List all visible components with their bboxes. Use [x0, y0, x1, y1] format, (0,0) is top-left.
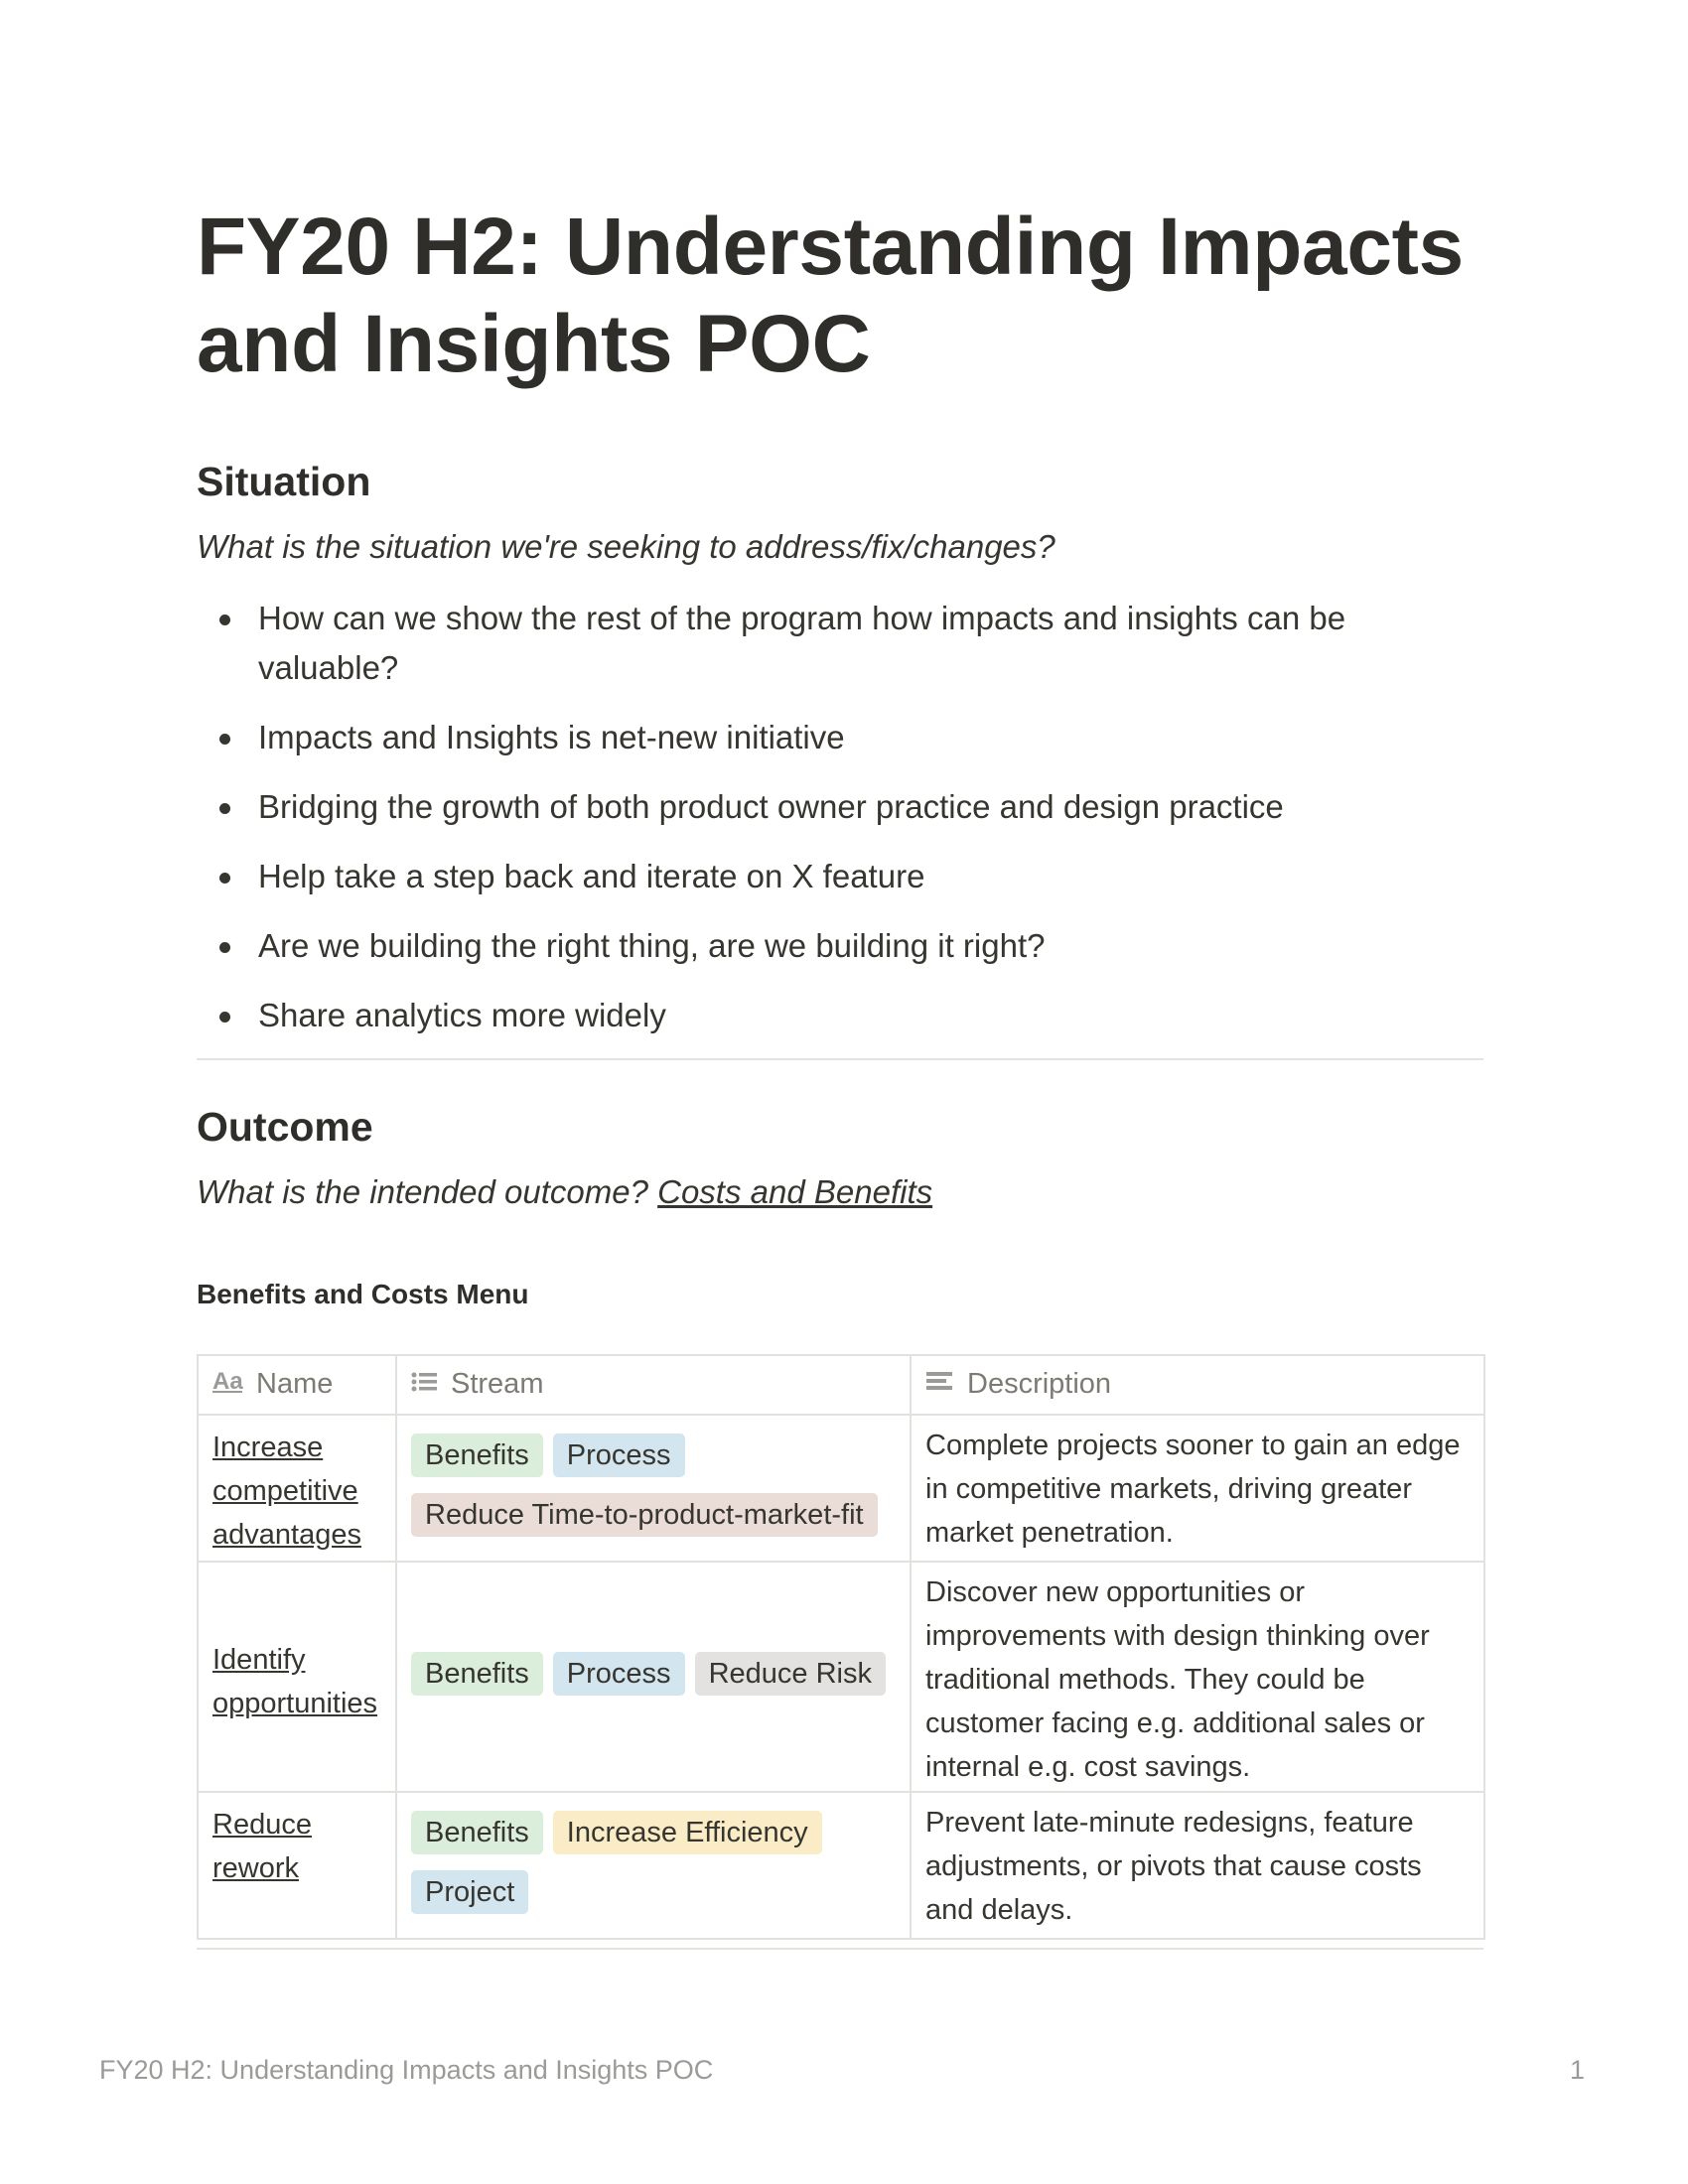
text-lines-icon — [925, 1369, 955, 1402]
multi-select-list-icon — [411, 1369, 439, 1402]
bullet-icon — [219, 873, 230, 884]
tag-project: Project — [411, 1870, 528, 1914]
name-cell — [198, 1562, 396, 1792]
list-item: Bridging the growth of both product owner practice and design practice — [197, 782, 1483, 832]
row-link-identify-opportunities[interactable]: Identify opportunities — [212, 1644, 378, 1719]
stream-cell — [396, 1792, 911, 1939]
table-row — [198, 1562, 1484, 1792]
outcome-prompt — [197, 1173, 932, 1211]
benefits-costs-table — [197, 1354, 1485, 1940]
bullet-icon — [219, 614, 230, 625]
page-title-line-2: and Insights POC — [197, 299, 871, 389]
costs-and-benefits-link[interactable]: Costs and Benefits — [657, 1173, 933, 1210]
list-item: Impacts and Insights is net-new initiative — [197, 713, 1483, 762]
bullet-icon — [219, 942, 230, 953]
divider — [197, 1058, 1483, 1060]
row-link-reduce-rework[interactable]: Reduce rework — [212, 1809, 312, 1884]
description-cell: Complete projects sooner to gain an edge in competitive markets, driving greater market penetration. — [911, 1415, 1484, 1562]
footer-title: FY20 H2: Understanding Impacts and Insights POC — [99, 2055, 714, 2085]
tag-reduce-risk: Reduce Risk — [695, 1652, 886, 1696]
tag-process: Process — [553, 1652, 685, 1696]
table-row — [198, 1792, 1484, 1939]
tag-benefits: Benefits — [411, 1652, 543, 1696]
tag-increase-efficiency: Increase Efficiency — [553, 1811, 822, 1854]
stream-cell — [396, 1562, 911, 1792]
bullet-icon — [219, 1012, 230, 1023]
text-type-icon — [212, 1368, 244, 1402]
menu-title: Benefits and Costs Menu — [197, 1279, 529, 1309]
table-row — [198, 1415, 1484, 1562]
column-header-stream[interactable]: Stream — [396, 1355, 911, 1415]
bullet-icon — [219, 734, 230, 745]
situation-heading: Situation — [197, 459, 371, 504]
situation-prompt: What is the situation we're seeking to address/fix/changes? — [197, 528, 1055, 565]
row-link-increase-competitive-advantages[interactable]: Increase competitive advantages — [212, 1432, 361, 1551]
tag-process: Process — [553, 1433, 685, 1477]
column-header-name[interactable]: Aa Name — [198, 1355, 396, 1415]
list-item: Are we building the right thing, are we building it right? — [197, 921, 1483, 971]
page-content — [197, 199, 1483, 1926]
column-header-description[interactable]: Description — [911, 1355, 1484, 1415]
description-cell: Discover new opportunities or improvements with design thinking over traditional methods. They could be customer facing e.g. additional sales or internal e.g. cost savings. — [911, 1562, 1484, 1792]
list-item: Help take a step back and iterate on X feature — [197, 852, 1483, 901]
tag-benefits: Benefits — [411, 1811, 543, 1854]
page-title — [197, 199, 1483, 393]
bullet-icon — [219, 803, 230, 814]
list-item: Share analytics more widely — [197, 991, 1483, 1040]
outcome-heading: Outcome — [197, 1104, 373, 1150]
list-item: How can we show the rest of the program how impacts and insights can be valuable? — [197, 594, 1483, 693]
tag-reduce-time-to-product-market-fit: Reduce Time-to-product-market-fit — [411, 1493, 878, 1537]
table-header-row — [198, 1355, 1484, 1415]
description-cell: Prevent late-minute redesigns, feature adjustments, or pivots that cause costs and delays. — [911, 1792, 1484, 1939]
page-title-line-1: FY20 H2: Understanding Impacts — [197, 202, 1464, 292]
stream-cell — [396, 1415, 911, 1562]
outcome-prompt-text: What is the intended outcome? — [197, 1173, 648, 1210]
page-number: 1 — [1569, 2055, 1585, 2085]
name-cell — [198, 1792, 396, 1939]
svg-text:Aa: Aa — [212, 1368, 243, 1395]
tag-benefits: Benefits — [411, 1433, 543, 1477]
name-cell — [198, 1415, 396, 1562]
situation-bullet-list — [197, 594, 1483, 1060]
divider — [197, 1948, 1483, 1950]
